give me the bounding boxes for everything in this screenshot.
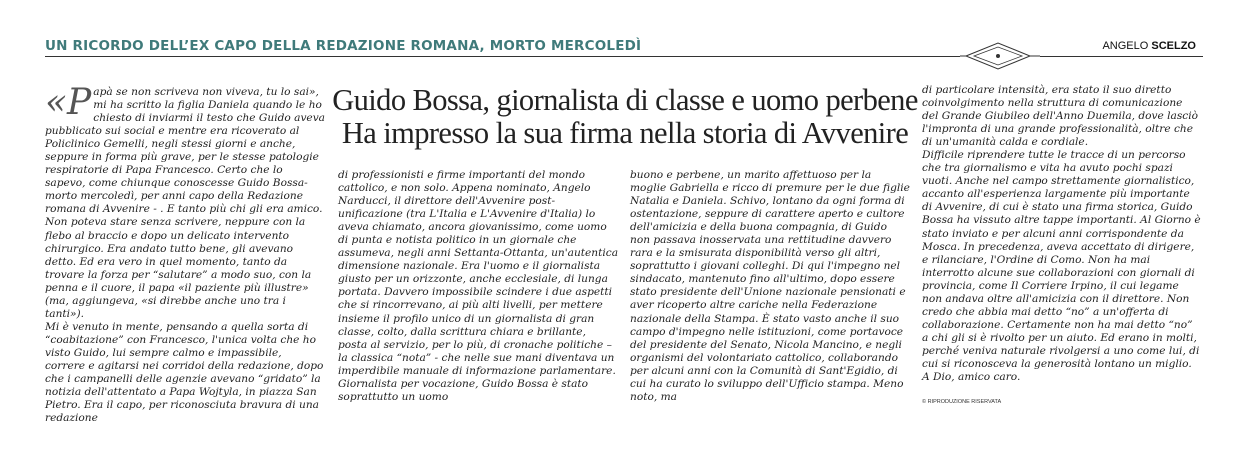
paragraph: A Dio, amico caro. bbox=[922, 371, 1021, 384]
column-3 bbox=[630, 169, 910, 404]
diamond-ornament-icon bbox=[960, 40, 1040, 72]
paragraph: Mi è venuto in mente, pensando a quella sorta di “coabitazione” con Francesco, l'unica volta che ho visto Guido, lui sempre calmo e impassibile, correre e agitarsi nei corridoi della redazione, dopo che i campanelli delle agenzie avevano “gridato” la notizia dell'attentato a Papa Wojtyla, in piazza San Pietro. Era il capo, per riconosciuta bravura di una redazione bbox=[45, 320, 324, 425]
opening-quote: «P bbox=[45, 82, 92, 123]
paragraph: di professionisti e firme importanti del mondo cattolico, e non solo. Appena nominato, Angelo Narducci, il direttore dell'Avvenire post-unificazione (tra L'Italia e L'Avvenire d'Italia) lo aveva chiamato, ancora giovanissimo, come uomo di punta e notista politico in un giornale che assumeva, negli anni Settanta-Ottanta, un'autentica dimensione nazionale. Era l'uomo e il giornalista giusto per un orizzonte, anche ecclesiale, di lunga portata. Davvero impossibile scindere i due aspetti che si rincorrevano, ai più alti livelli, per mettere insieme il profilo unico di un giornalista di gran classe, colto, dalla scrittura chiara e brillante, posta al servizio, per lo più, di cronache politiche – la classica “nota” - che nelle sue mani diventava un imperdibile manuale di informazione parlamentare. Giornalista per vocazione, Guido Bossa è stato soprattutto un uomo bbox=[338, 169, 619, 403]
paragraph: Difficile riprendere tutte le tracce di un percorso che tra giornalismo e vita ha avuto pochi spazi vuoti. Anche nel campo strettamente giornalistico, accanto all'esperienza largamente più importante di Avvenire, di cui è stato una firma storica, Guido Bossa ha vissuto altre tappe importanti. Al Giorno è stato inviato e per alcuni anni corrispondente da Mosca. In precedenza, aveva accettato di dirigere, e rilanciare, l'Ordine di Como. Non ha mai interrotto alcune sue collaborazioni con giornali di provincia, come Il Corriere Irpino, il cui legame non andava oltre all'amicizia con il direttore. Non credo che abbia mai detto “no” a un'offerta di collaborazione. Certamente non ha mai detto “no” a chi gli si è rivolto per un aiuto. Ed erano in molti, perché veniva naturale rivolgersi a uno come lui, di cui si riconosceva la generosità lontano un miglio. bbox=[922, 149, 1201, 370]
article-headline bbox=[330, 84, 920, 150]
author-first-name: ANGELO bbox=[1102, 40, 1149, 52]
author-last-name: SCELZO bbox=[1151, 40, 1196, 52]
paragraph: «P apà se non scriveva non viveva, tu lo sai», mi ha scritto la figlia Daniela quando le ho chiesto di inviarmi il testo che Guido aveva pubblicato sui social e mentre era ricoverato al Policlinico Gemelli, negli stessi giorni e anche, seppure in forma più grave, per le stesse patologie respiratorie di Papa Francesco. Certo che lo sapevo, come chiunque conoscesse Guido Bossa- morto mercoledì, per anni capo della Redazione romana di Avvenire - . E tanto più chi gli era amico. Non poteva stare senza scrivere, neppure con la flebo al braccio e dopo un delicato intervento chirurgico. Era andato tutto bene, gli avevano detto. Ed era vero in quel momento, tanto da trovare la forza per “salutare” a modo suo, con la penna e il cuore, il papa «il paziente più illustre» (ma, aggiungeva, «si direbbe anche uno tra i tanti»). bbox=[45, 82, 325, 320]
paragraph: di particolare intensità, era stato il suo diretto coinvolgimento nella struttura di comunicazione del Grande Giubileo dell'Anno Duemila, dove lasciò l'impronta di una grande professionalità, oltre che di un'umanità calda e cordiale. bbox=[922, 84, 1198, 149]
column-2 bbox=[338, 169, 618, 404]
column-4 bbox=[922, 84, 1202, 384]
headline-line-1: Guido Bossa, giornalista di classe e uomo perbene bbox=[332, 83, 918, 117]
author-byline bbox=[1102, 40, 1196, 52]
headline-line-2: Ha impresso la sua firma nella storia di Avvenire bbox=[341, 116, 909, 150]
copyright-notice: © RIPRODUZIONE RISERVATA bbox=[922, 399, 1002, 405]
column-1 bbox=[45, 82, 325, 425]
section-kicker: UN RICORDO DELL’EX CAPO DELLA REDAZIONE ROMANA, MORTO MERCOLEDÌ bbox=[45, 38, 642, 54]
paragraph: buono e perbene, un marito affettuoso per la moglie Gabriella e ricco di premure per le due figlie Natalia e Daniela. Schivo, lontano da ogni forma di ostentazione, seppure di carattere aperto e cultore dell'amicizia e della buona compagnia, di Guido non passava inosservata una rettitudine davvero rara e la smisurata disponibilità verso gli altri, soprattutto i giovani colleghi. Di qui l'impegno nel sindacato, mantenuto fino all'ultimo, dopo essere stato presidente dell'Unione nazionale pensionati e aver ricoperto altre cariche nella Federazione nazionale della Stampa. È stato vasto anche il suo campo d'impegno nelle istituzioni, come portavoce del presidente del Senato, Nicola Mancino, e negli organismi del volontariato cattolico, collaborando per alcuni anni con la Comunità di Sant'Egidio, di cui ha curato lo sviluppo dell'Ufficio stampa. Meno noto, ma bbox=[630, 169, 910, 403]
